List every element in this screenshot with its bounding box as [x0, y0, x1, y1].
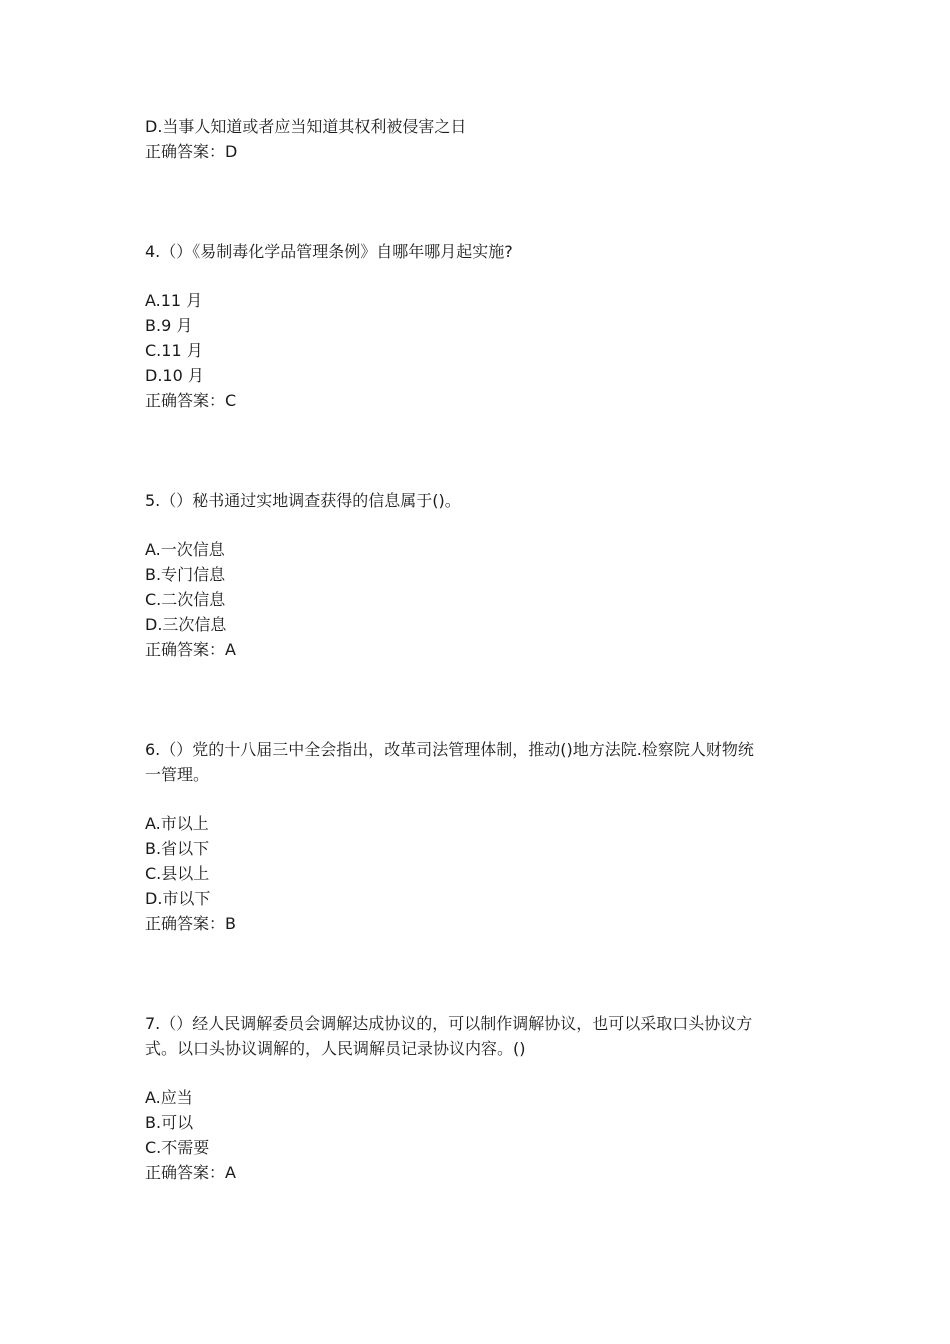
prev-question-answer: 正确答案：D	[145, 142, 238, 161]
question-4-option-c: C.11 月	[145, 341, 203, 360]
prev-question-option-d: D.当事人知道或者应当知道其权利被侵害之日	[145, 117, 467, 136]
question-7-title-line1: 7.（）经人民调解委员会调解达成协议的，可以制作调解协议，也可以采取口头协议方	[145, 1014, 753, 1033]
question-5-option-a: A.一次信息	[145, 540, 225, 559]
question-6-title-line1: 6.（）党的十八届三中全会指出，改革司法管理体制，推动()地方法院.检察院人财物统	[145, 740, 754, 759]
question-5-answer: 正确答案：A	[145, 640, 236, 659]
question-7-option-c: C.不需要	[145, 1138, 210, 1157]
question-7-option-a: A.应当	[145, 1088, 193, 1107]
question-5-option-c: C.二次信息	[145, 590, 226, 609]
question-4-option-a: A.11 月	[145, 291, 203, 310]
question-7-title-line2: 式。以口头协议调解的，人民调解员记录协议内容。()	[145, 1039, 526, 1058]
question-6-option-d: D.市以下	[145, 889, 211, 908]
question-6-answer: 正确答案：B	[145, 914, 236, 933]
question-7-answer: 正确答案：A	[145, 1163, 236, 1182]
question-4-option-b: B.9 月	[145, 316, 193, 335]
question-7-option-b: B.可以	[145, 1113, 194, 1132]
question-6-option-a: A.市以上	[145, 814, 209, 833]
question-4-title: 4.（）《易制毒化学品管理条例》自哪年哪月起实施?	[145, 242, 513, 261]
question-4-option-d: D.10 月	[145, 366, 204, 385]
question-6-option-c: C.县以上	[145, 864, 210, 883]
question-5-option-d: D.三次信息	[145, 615, 227, 634]
question-6-option-b: B.省以下	[145, 839, 210, 858]
question-4-answer: 正确答案：C	[145, 391, 237, 410]
question-5-title: 5.（）秘书通过实地调查获得的信息属于()。	[145, 491, 461, 510]
question-6-title-line2: 一管理。	[145, 765, 210, 784]
question-5-option-b: B.专门信息	[145, 565, 226, 584]
